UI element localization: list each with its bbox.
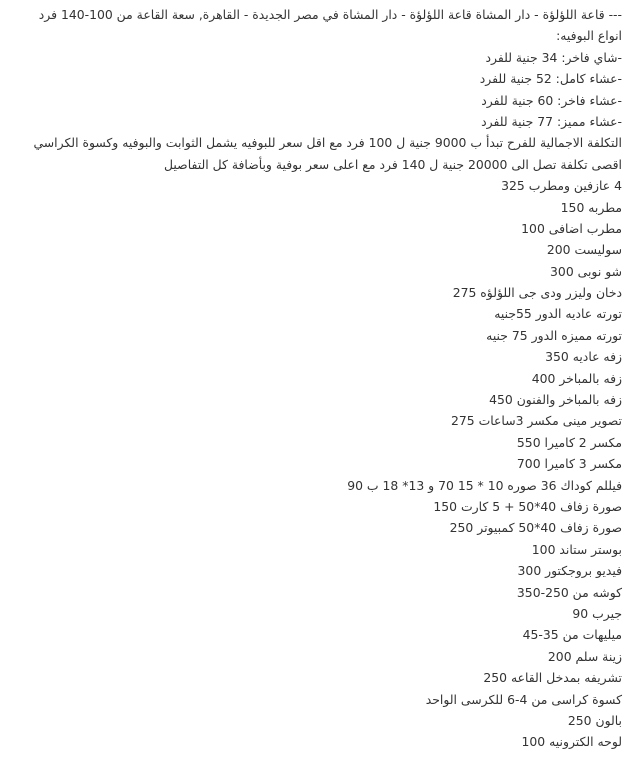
price-item: دخان وليزر ودى جى اللؤلؤه 275 <box>452 285 622 301</box>
price-item: كوشه من 250-350 <box>516 584 622 600</box>
price-item: زفه بالمباخر والفنون 450 <box>489 392 622 408</box>
price-item: جيرب 90 <box>572 605 622 621</box>
price-item: بالون 250 <box>567 712 622 728</box>
total-cost-max-line: اقصى تكلفة تصل الى 20000 جنية ل 140 فرد مع اعلى سعر بوفية وبأضافة كل التفاصيل <box>164 156 622 172</box>
price-item: تشريفه بمدخل القاعه 250 <box>483 670 622 686</box>
price-item: زينة سلم 200 <box>547 648 622 664</box>
price-item: شو نوبى 300 <box>550 263 622 279</box>
price-item: مكسر 3 كاميرا 700 <box>516 456 622 472</box>
price-item: ميليهات من 35-45 <box>522 627 622 643</box>
price-item: تورته مميزه الدور 75 جنيه <box>486 327 622 343</box>
price-item: كسوة كراسى من 4-6 للكرسى الواحد <box>425 691 622 707</box>
buffet-types-heading: انواع البوفيه: <box>556 28 622 44</box>
price-item: مكسر 2 كاميرا 550 <box>516 434 622 450</box>
price-item: زفه عاديه 350 <box>545 349 622 365</box>
document-body <box>10 4 622 753</box>
venue-intro-line: --- قاعة اللؤلؤة - دار المشاة قاعة اللؤلؤة - دار المشاة في مصر الجديدة - القاهرة, سعة القاعة من 100-140 فرد <box>38 7 622 22</box>
buffet-premium-dinner-line: -عشاء مميز: 77 جنية للفرد <box>481 113 622 129</box>
price-item: سوليست 200 <box>546 242 622 258</box>
price-item: 4 عازفين ومطرب 325 <box>501 178 622 194</box>
price-item: فيديو بروجكتور 300 <box>517 563 622 579</box>
buffet-luxury-dinner-line: -عشاء فاخر: 60 جنية للفرد <box>481 92 622 108</box>
buffet-full-dinner-line: -عشاء كامل: 52 جنية للفرد <box>479 71 622 87</box>
total-cost-min-line: التكلفة الاجمالية للفرح تبدأ ب 9000 جنية ل 100 فرد مع اقل سعر للبوفيه يشمل الثوابت والبوفيه وكسوة الكراسي <box>33 135 622 151</box>
price-item: تصوير مينى مكسر 3ساعات 275 <box>451 413 622 429</box>
buffet-tea-line: -شاي فاخر: 34 جنية للفرد <box>485 49 622 65</box>
price-item: صورة زفاف 40*50 كمبيوتر 250 <box>449 520 622 536</box>
price-item: صورة زفاف 40*50 + 5 كارت 150 <box>433 498 622 514</box>
price-item: بوستر ستاند 100 <box>531 541 622 557</box>
price-item: زفه بالمباخر 400 <box>531 370 622 386</box>
price-item: تورته عاديه الدور 55جنيه <box>494 306 622 322</box>
price-item: فيللم كوداك 36 صوره 10 * 15 70 و 13* 18 ب 90 <box>347 477 622 493</box>
price-item: مطرب اضافى 100 <box>521 220 622 236</box>
price-item: مطربه 150 <box>560 199 622 215</box>
price-item: لوحه الكترونيه 100 <box>521 734 622 750</box>
